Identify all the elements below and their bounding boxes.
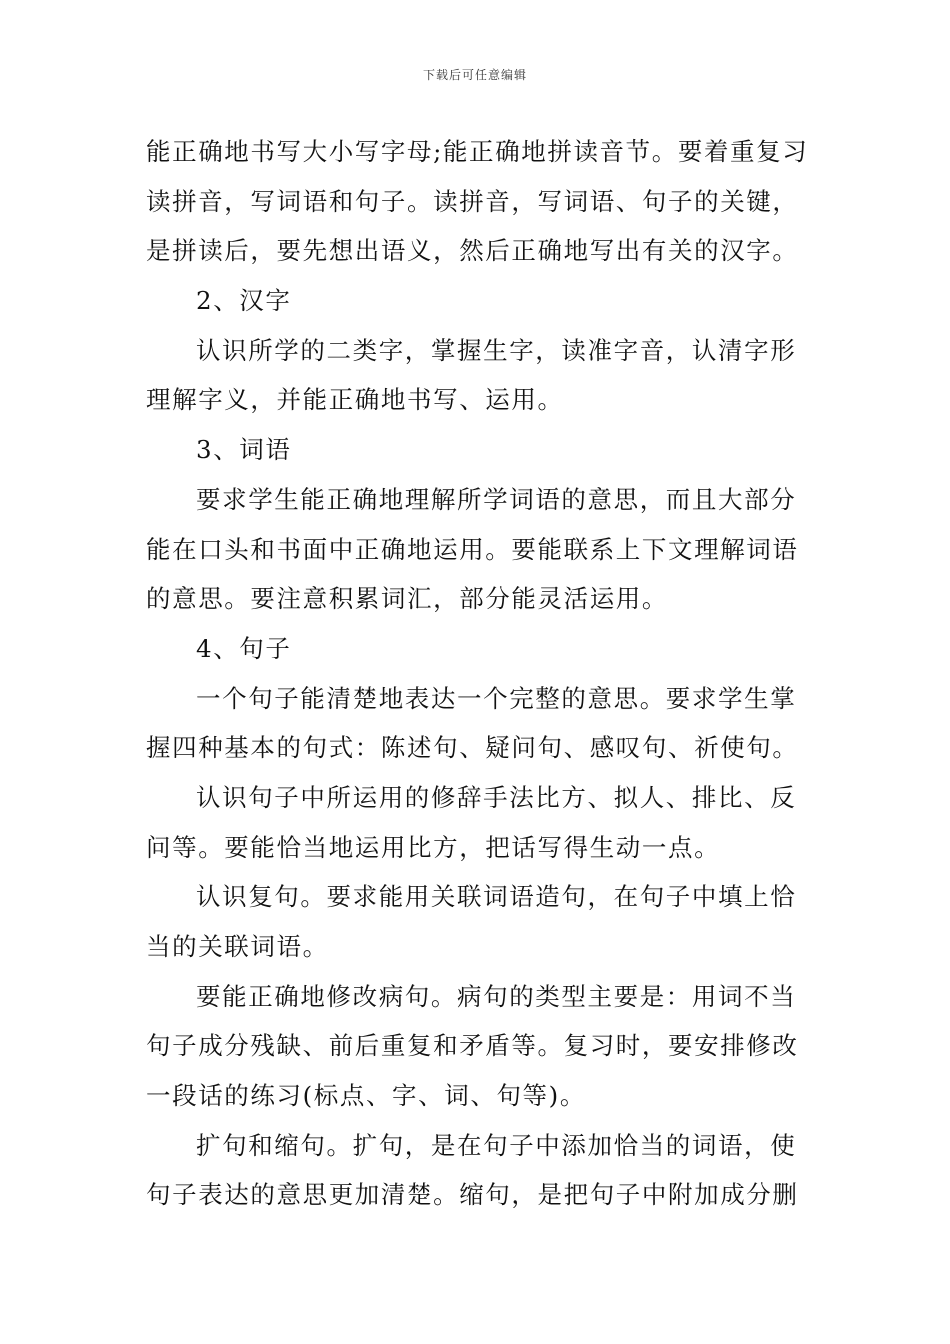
text-line: 理解字义，并能正确地书写、运用。: [146, 385, 564, 415]
document-body: [146, 127, 809, 1220]
text-line: 3、词语: [196, 435, 292, 465]
text-line: 2、汉字: [196, 286, 292, 316]
text-line: 认识复句。要求能用关联词语造句，在句子中填上恰: [196, 882, 797, 912]
text-line: 一个句子能清楚地表达一个完整的意思。要求学生掌: [196, 683, 797, 713]
text-line: 握四种基本的句式：陈述句、疑问句、感叹句、祈使句。: [146, 733, 799, 763]
text-line: 要求学生能正确地理解所学词语的意思，而且大部分: [196, 484, 797, 514]
text-line: 读拼音，写词语和句子。读拼音，写词语、句子的关键，: [146, 186, 799, 216]
text-line: 认识所学的二类字，掌握生字，读准字音，认清字形: [196, 335, 797, 365]
text-line: 要能正确地修改病句。病句的类型主要是：用词不当: [196, 981, 797, 1011]
text-line: 句子成分残缺、前后重复和矛盾等。复习时，要安排修改: [146, 1031, 799, 1061]
text-line: 4、句子: [196, 633, 292, 663]
text-line: 能正确地书写大小写字母;能正确地拼读音节。要着重复习: [146, 137, 809, 166]
text-line: 当的关联词语。: [146, 932, 329, 961]
text-line: 句子表达的意思更加清楚。缩句，是把句子中附加成分删: [146, 1180, 799, 1210]
text-line: 认识句子中所运用的修辞手法比方、拟人、排比、反: [196, 782, 797, 812]
text-line: 能在口头和书面中正确地运用。要能联系上下文理解词语: [146, 534, 799, 564]
text-line: 一段话的练习(标点、字、词、句等)。: [146, 1081, 586, 1111]
text-line: 是拼读后，要先想出语义，然后正确地写出有关的汉字。: [146, 236, 799, 266]
text-line: 扩句和缩句。扩句，是在句子中添加恰当的词语，使: [196, 1130, 797, 1160]
text-line: 问等。要能恰当地运用比方，把话写得生动一点。: [146, 832, 721, 862]
page-header: 下载后可任意编辑: [422, 68, 527, 82]
text-line: 的意思。要注意积累词汇，部分能灵活运用。: [146, 584, 668, 614]
